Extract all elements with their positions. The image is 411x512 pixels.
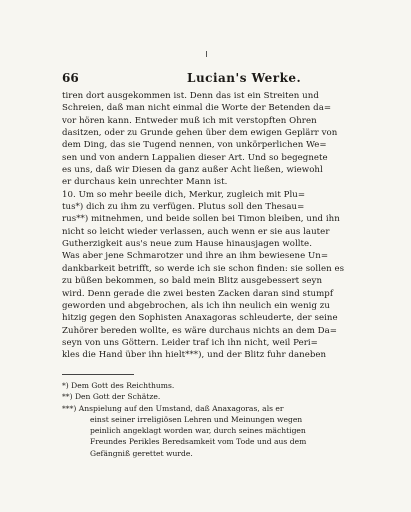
footnote-rule xyxy=(62,374,134,375)
body-line: tiren dort ausgekommen ist. Denn das ist ein Streiten und xyxy=(62,91,319,101)
body-text xyxy=(62,90,362,362)
body-line: geworden und abgebrochen, als ich ihn neulich ein wenig zu xyxy=(62,300,330,311)
body-line: dasitzen, oder zu Grunde gehen über dem ewigen Geplärr von xyxy=(62,128,338,139)
body-line: zu büßen bekommen, so bald mein Blitz ausgebessert seyn xyxy=(62,276,323,287)
body-line: 10. Um so mehr beeile dich, Merkur, zugleich mit Plu= xyxy=(62,189,306,200)
footnote-line: ***) Anspielung auf den Umstand, daß Anaxagoras, als er xyxy=(62,403,284,413)
body-line: wird. Denn gerade die zwei besten Zacken daran sind stumpf xyxy=(62,288,334,299)
footnote-line: **) Den Gott der Schätze. xyxy=(62,392,161,402)
body-line: sen und von andern Lappalien dieser Art. Und so begegnete xyxy=(62,152,328,163)
footnotes xyxy=(62,380,362,459)
body-line: Was aber jene Schmarotzer und ihre an ihm bewiesene Un= xyxy=(62,251,329,262)
body-line: er durchaus kein unrechter Mann ist. xyxy=(62,177,228,188)
footnote-line: peinlich angeklagt worden war, durch seines mächtigen xyxy=(90,426,306,436)
body-line: es uns, daß wir Diesen da ganz außer Acht ließen, wiewohl xyxy=(62,165,323,176)
body-line: tus*) dich zu ihm zu verfügen. Plutus soll den Thesau= xyxy=(62,202,305,213)
body-line: hitzig gegen den Sophisten Anaxagoras schleuderte, der seine xyxy=(62,313,338,324)
body-line: dem Ding, das sie Tugend nennen, von unkörperlichen We= xyxy=(62,140,327,151)
footnote-line: *) Dem Gott des Reichthums. xyxy=(62,381,175,390)
body-line: kles die Hand über ihn hielt***), und der Blitz fuhr daneben xyxy=(62,350,327,361)
body-line: nicht so leicht wieder verlassen, auch wenn er sie aus lauter xyxy=(62,226,330,237)
running-title: Lucian's Werke. xyxy=(187,71,302,85)
footnote-line: einst seiner irreligiösen Lehren und Meinungen wegen xyxy=(90,414,303,424)
body-line: rus**) mitnehmen, und beide sollen bei Timon bleiben, und ihn xyxy=(62,214,340,225)
margin-mark xyxy=(206,51,207,57)
page-number: 66 xyxy=(62,71,79,85)
body-line: seyn von uns Göttern. Leider traf ich ihn nicht, weil Peri= xyxy=(62,337,318,348)
body-line: Schreien, daß man nicht einmal die Worte der Betenden da= xyxy=(62,103,332,114)
body-line: Zuhörer bereden wollte, es wäre durchaus nichts an dem Da= xyxy=(62,325,338,336)
body-line: Gutherzigkeit aus's neue zum Hause hinausjagen wollte. xyxy=(62,239,312,250)
page-header xyxy=(62,71,362,87)
body-line: dankbarkeit betrifft, so werde ich sie schon finden: sie sollen es xyxy=(62,263,345,274)
footnote-line: Freundes Perikles Beredsamkeit vom Tode und aus dem xyxy=(90,437,307,447)
footnote-line: Gefängniß gerettet wurde. xyxy=(90,448,193,458)
body-line: vor hören kann. Entweder muß ich mit verstopften Ohren xyxy=(62,115,317,126)
